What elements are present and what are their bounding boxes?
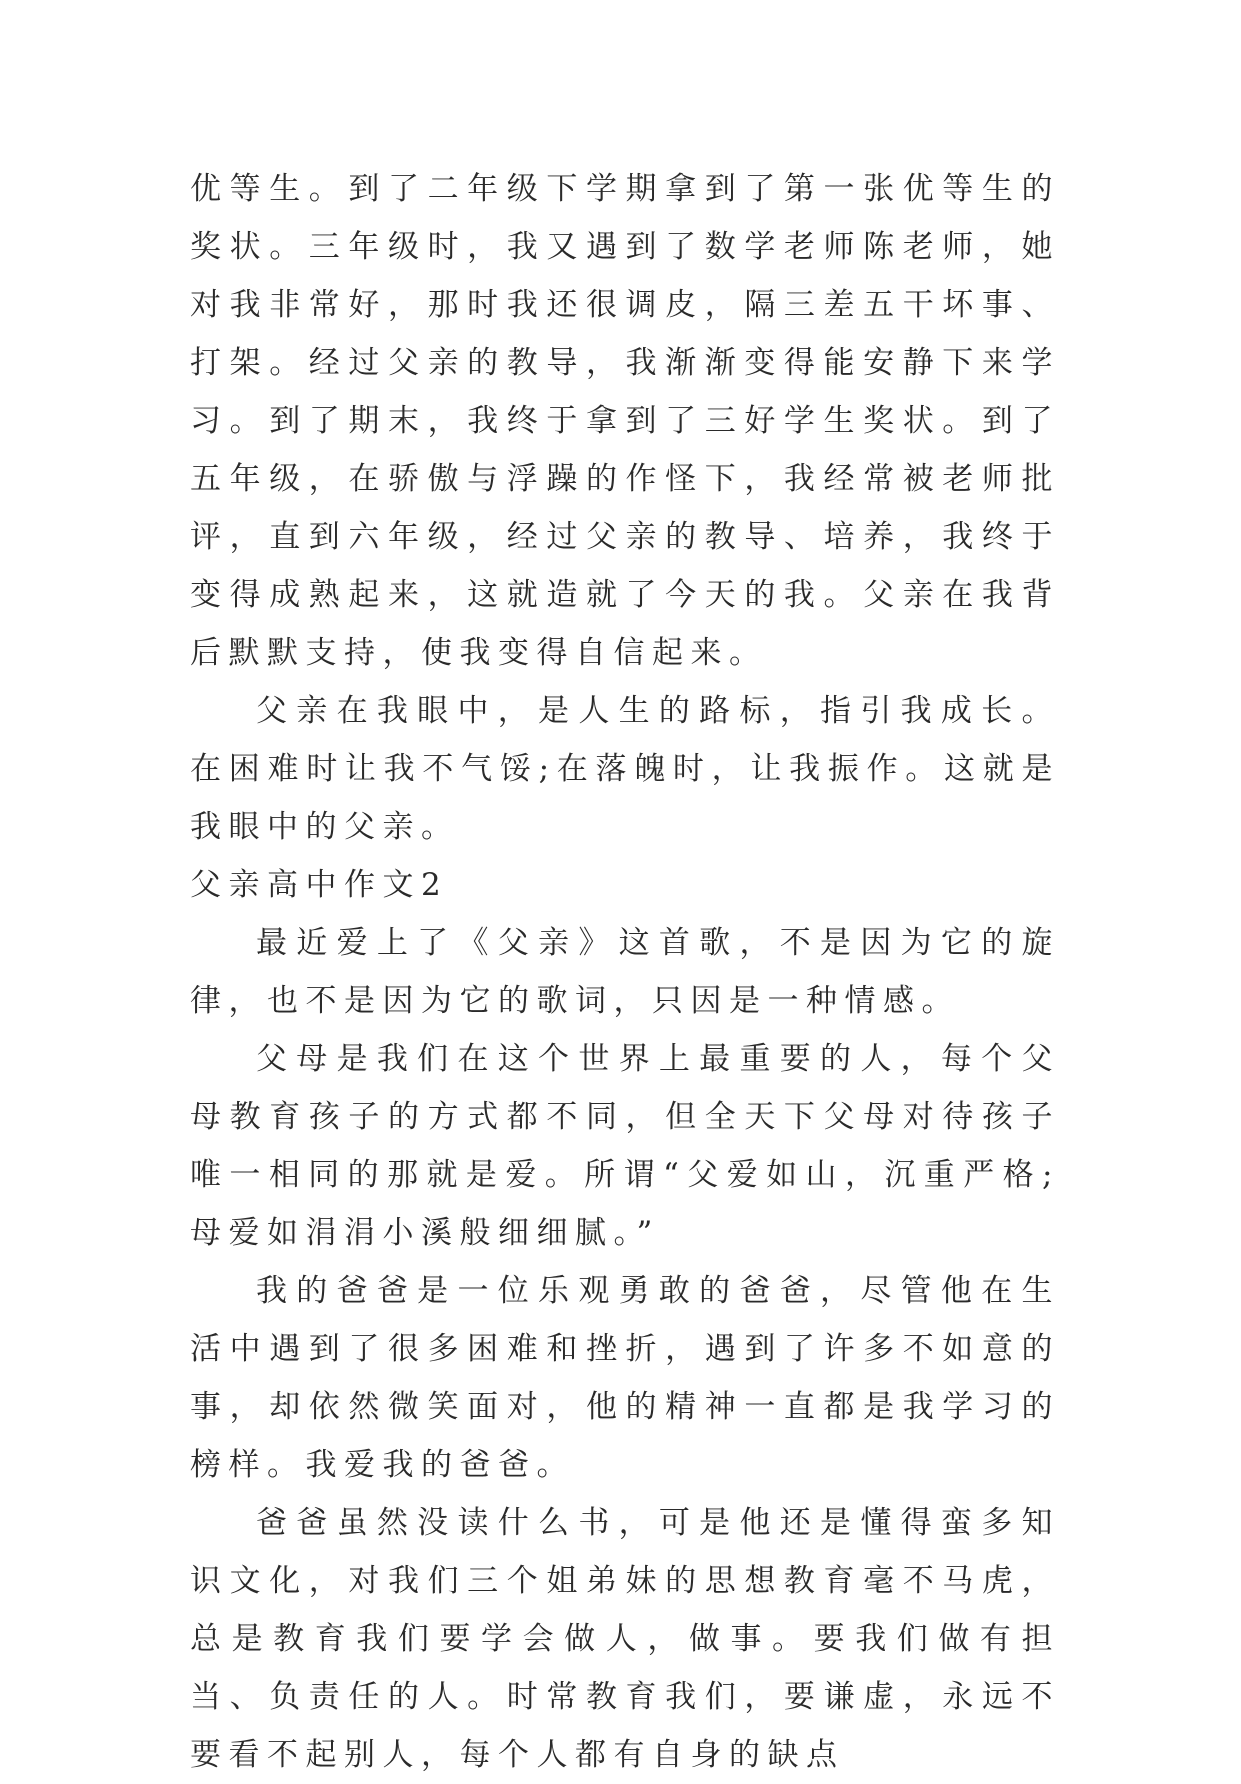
document-body <box>190 160 1060 1784</box>
paragraph: 父亲在我眼中，是人生的路标，指引我成长。在困难时让我不气馁;在落魄时，让我振作。这就是我眼中的父亲。 <box>190 693 1060 845</box>
paragraph: 优等生。到了二年级下学期拿到了第一张优等生的奖状。三年级时，我又遇到了数学老师陈老师，她对我非常好，那时我还很调皮，隔三差五干坏事、打架。经过父亲的教导，我渐渐变得能安静下来学习。到了期末，我终于拿到了三好学生奖状。到了五年级，在骄傲与浮躁的作怪下，我经常被老师批评，直到六年级，经过父亲的教导、培养，我终于变得成熟起来，这就造就了今天的我。父亲在我背后默默支持，使我变得自信起来。 <box>190 171 1060 671</box>
paragraph: 爸爸虽然没读什么书，可是他还是懂得蛮多知识文化，对我们三个姐弟妹的思想教育毫不马虎，总是教育我们要学会做人，做事。要我们做有担当、负责任的人。时常教育我们，要谦虚，永远不要看不起别人，每个人都有自身的缺点 <box>190 1505 1060 1773</box>
paragraph: 最近爱上了《父亲》这首歌，不是因为它的旋律，也不是因为它的歌词，只因是一种情感。 <box>190 925 1060 1019</box>
paragraph: 父母是我们在这个世界上最重要的人，每个父母教育孩子的方式都不同，但全天下父母对待孩子唯一相同的那就是爱。所谓“父爱如山，沉重严格;母爱如涓涓小溪般细细腻。” <box>190 1041 1060 1251</box>
paragraph: 我的爸爸是一位乐观勇敢的爸爸，尽管他在生活中遇到了很多困难和挫折，遇到了许多不如意的事，却依然微笑面对，他的精神一直都是我学习的榜样。我爱我的爸爸。 <box>190 1273 1060 1483</box>
section-heading: 父亲高中作文2 <box>190 867 449 903</box>
